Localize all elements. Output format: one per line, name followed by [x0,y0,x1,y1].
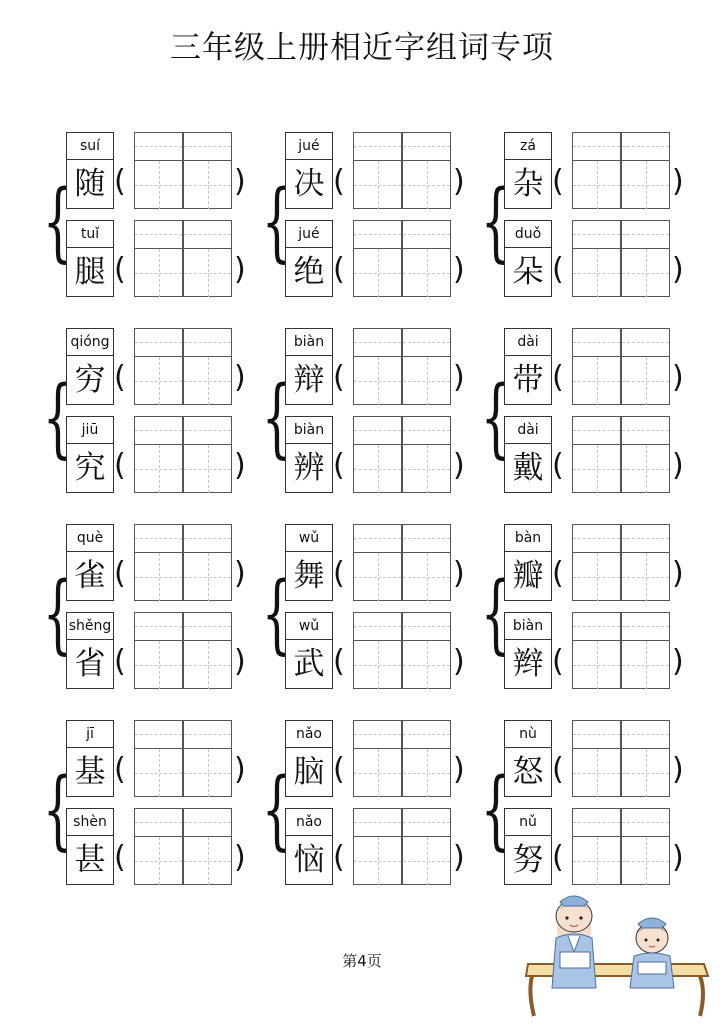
open-paren: ( [114,164,126,199]
cell-guide-line [622,538,669,539]
hanzi-character: 辩 [285,355,333,405]
cell-guide-line [622,430,669,431]
cell-guide-line [159,161,160,209]
pinyin-label: dài [504,328,552,356]
hanzi-character: 恼 [285,835,333,885]
cell-guide-line [378,445,379,493]
close-paren: ) [453,752,465,787]
close-paren: ) [672,840,684,875]
cell-guide-line [646,445,647,493]
cell-guide-line [573,234,620,235]
close-paren: ) [672,252,684,287]
pinyin-label: wǔ [285,524,333,552]
writing-cell[interactable] [402,220,451,297]
close-paren: ) [672,644,684,679]
open-paren: ( [552,252,564,287]
writing-cell[interactable] [134,416,183,493]
cell-guide-line [622,734,669,735]
cell-guide-line [135,342,182,343]
cell-guide-line [135,626,182,627]
cell-guide-line [622,626,669,627]
cell-guide-line [573,626,620,627]
cell-guide-line [427,357,428,405]
open-paren: ( [552,840,564,875]
writing-cell[interactable] [353,220,402,297]
open-paren: ( [552,448,564,483]
hanzi-character: 带 [504,355,552,405]
cell-guide-line [159,249,160,297]
cell-guide-line [622,342,669,343]
cell-guide-line [159,553,160,601]
cell-guide-line [427,161,428,209]
writing-cell[interactable] [621,808,670,885]
cell-guide-line [135,822,182,823]
writing-cell[interactable] [183,524,232,601]
writing-cell[interactable] [402,612,451,689]
writing-cell[interactable] [621,220,670,297]
close-paren: ) [672,752,684,787]
cell-guide-line [573,342,620,343]
cell-guide-line [378,357,379,405]
cell-guide-line [354,234,401,235]
writing-cell[interactable] [621,524,670,601]
hanzi-character: 瓣 [504,551,552,601]
group-brace: { [480,760,511,860]
word-item [504,416,724,496]
writing-cell[interactable] [353,808,402,885]
close-paren: ) [453,252,465,287]
cell-guide-line [354,734,401,735]
close-paren: ) [672,448,684,483]
hanzi-character: 杂 [504,159,552,209]
cell-guide-line [184,822,231,823]
group-brace: { [42,564,73,664]
writing-cell[interactable] [572,132,621,209]
open-paren: ( [333,164,345,199]
close-paren: ) [453,840,465,875]
writing-cell[interactable] [402,328,451,405]
cell-guide-line [378,837,379,885]
hanzi-character: 辨 [285,443,333,493]
writing-cell[interactable] [572,808,621,885]
close-paren: ) [453,164,465,199]
writing-cell[interactable] [134,328,183,405]
open-paren: ( [114,840,126,875]
writing-cell[interactable] [402,808,451,885]
cell-guide-line [646,749,647,797]
cell-guide-line [208,553,209,601]
cell-guide-line [135,734,182,735]
open-paren: ( [552,556,564,591]
cell-guide-line [597,161,598,209]
hanzi-character: 辫 [504,639,552,689]
open-paren: ( [333,840,345,875]
word-group [480,132,724,312]
cell-guide-line [354,538,401,539]
cell-guide-line [622,822,669,823]
pinyin-label: tuǐ [66,220,114,248]
writing-cell[interactable] [621,416,670,493]
pinyin-label: bàn [504,524,552,552]
writing-cell[interactable] [183,612,232,689]
hanzi-character: 朵 [504,247,552,297]
cell-guide-line [403,146,450,147]
hanzi-character: 武 [285,639,333,689]
cell-guide-line [378,249,379,297]
word-item [504,524,724,604]
open-paren: ( [333,360,345,395]
group-brace: { [42,368,73,468]
close-paren: ) [234,644,246,679]
group-brace: { [480,172,511,272]
cell-guide-line [135,538,182,539]
close-paren: ) [234,252,246,287]
word-item [504,720,724,800]
cell-guide-line [573,734,620,735]
cell-guide-line [427,445,428,493]
cell-guide-line [208,641,209,689]
word-group [480,720,724,900]
writing-cell[interactable] [353,416,402,493]
cell-guide-line [208,445,209,493]
hanzi-character: 绝 [285,247,333,297]
cell-guide-line [573,822,620,823]
cell-guide-line [378,641,379,689]
hanzi-character: 随 [66,159,114,209]
writing-cell[interactable] [353,612,402,689]
open-paren: ( [333,252,345,287]
cell-guide-line [378,553,379,601]
cell-guide-line [427,553,428,601]
close-paren: ) [453,360,465,395]
cell-guide-line [403,234,450,235]
close-paren: ) [453,556,465,591]
cell-guide-line [597,553,598,601]
pinyin-label: nǔ [504,808,552,836]
open-paren: ( [552,360,564,395]
group-brace: { [480,564,511,664]
cell-guide-line [646,641,647,689]
close-paren: ) [234,556,246,591]
writing-cell[interactable] [572,220,621,297]
pinyin-label: nù [504,720,552,748]
writing-cell[interactable] [183,132,232,209]
open-paren: ( [114,448,126,483]
close-paren: ) [672,164,684,199]
cell-guide-line [646,553,647,601]
close-paren: ) [234,752,246,787]
cell-guide-line [597,641,598,689]
cell-guide-line [208,357,209,405]
close-paren: ) [234,360,246,395]
close-paren: ) [672,556,684,591]
hanzi-character: 戴 [504,443,552,493]
word-item [504,328,724,408]
cell-guide-line [646,161,647,209]
close-paren: ) [453,448,465,483]
writing-cell[interactable] [134,808,183,885]
pinyin-label: zá [504,132,552,160]
close-paren: ) [234,164,246,199]
cell-guide-line [159,445,160,493]
writing-cell[interactable] [572,612,621,689]
writing-cell[interactable] [134,524,183,601]
writing-cell[interactable] [402,524,451,601]
cell-guide-line [159,357,160,405]
cell-guide-line [403,430,450,431]
cell-guide-line [184,146,231,147]
close-paren: ) [234,448,246,483]
word-item [504,612,724,692]
cell-guide-line [354,430,401,431]
open-paren: ( [114,360,126,395]
group-brace: { [480,368,511,468]
close-paren: ) [234,840,246,875]
writing-cell[interactable] [183,328,232,405]
writing-cell[interactable] [572,524,621,601]
cell-guide-line [597,749,598,797]
word-group [480,524,724,704]
open-paren: ( [552,164,564,199]
pinyin-label: nǎo [285,720,333,748]
cell-guide-line [646,837,647,885]
pinyin-label: suí [66,132,114,160]
cell-guide-line [646,249,647,297]
group-brace: { [261,172,292,272]
group-brace: { [261,368,292,468]
cell-guide-line [208,249,209,297]
writing-cell[interactable] [402,416,451,493]
writing-cell[interactable] [183,220,232,297]
hanzi-character: 基 [66,747,114,797]
writing-cell[interactable] [353,524,402,601]
cell-guide-line [573,146,620,147]
cell-guide-line [378,749,379,797]
group-brace: { [42,172,73,272]
cell-guide-line [427,749,428,797]
cell-guide-line [208,161,209,209]
pinyin-label: biàn [504,612,552,640]
word-item [504,220,724,300]
pinyin-label: nǎo [285,808,333,836]
writing-cell[interactable] [353,720,402,797]
cell-guide-line [135,430,182,431]
cell-guide-line [427,641,428,689]
cell-guide-line [184,538,231,539]
cell-guide-line [159,837,160,885]
cell-guide-line [403,626,450,627]
open-paren: ( [333,556,345,591]
cell-guide-line [403,822,450,823]
writing-cell[interactable] [621,720,670,797]
writing-cell[interactable] [134,220,183,297]
writing-cell[interactable] [134,612,183,689]
cell-guide-line [208,749,209,797]
cell-guide-line [184,342,231,343]
pinyin-label: shèn [66,808,114,836]
open-paren: ( [333,448,345,483]
word-item [504,132,724,212]
pinyin-label: jué [285,132,333,160]
pinyin-label: wǔ [285,612,333,640]
pinyin-label: jué [285,220,333,248]
close-paren: ) [453,644,465,679]
hanzi-character: 腿 [66,247,114,297]
pinyin-label: qióng [66,328,114,356]
group-brace: { [261,564,292,664]
open-paren: ( [114,752,126,787]
cell-guide-line [403,538,450,539]
hanzi-character: 甚 [66,835,114,885]
hanzi-character: 脑 [285,747,333,797]
cell-guide-line [646,357,647,405]
cell-guide-line [427,249,428,297]
open-paren: ( [114,644,126,679]
cell-guide-line [597,249,598,297]
cell-guide-line [354,822,401,823]
cell-guide-line [135,234,182,235]
pinyin-label: què [66,524,114,552]
cell-guide-line [597,837,598,885]
writing-cell[interactable] [134,132,183,209]
open-paren: ( [333,752,345,787]
writing-cell[interactable] [572,328,621,405]
cell-guide-line [208,837,209,885]
cell-guide-line [622,146,669,147]
word-item [504,808,724,888]
pinyin-label: jī [66,720,114,748]
hanzi-character: 省 [66,639,114,689]
cell-guide-line [184,626,231,627]
hanzi-character: 舞 [285,551,333,601]
hanzi-character: 决 [285,159,333,209]
open-paren: ( [552,752,564,787]
cell-guide-line [354,146,401,147]
writing-cell[interactable] [572,416,621,493]
page-number: 第4页 [342,952,382,970]
cell-guide-line [378,161,379,209]
cell-guide-line [135,146,182,147]
group-brace: { [42,760,73,860]
writing-cell[interactable] [621,132,670,209]
pinyin-label: duǒ [504,220,552,248]
cell-guide-line [184,234,231,235]
cell-guide-line [573,430,620,431]
writing-cell[interactable] [402,132,451,209]
pinyin-label: jiū [66,416,114,444]
hanzi-character: 努 [504,835,552,885]
page-title: 三年级上册相近字组词专项 [170,30,554,66]
pinyin-label: shěng [66,612,114,640]
writing-cell[interactable] [402,720,451,797]
open-paren: ( [114,556,126,591]
cell-guide-line [354,342,401,343]
cell-guide-line [573,538,620,539]
cell-guide-line [184,734,231,735]
word-group [480,328,724,508]
cell-guide-line [184,430,231,431]
hanzi-character: 雀 [66,551,114,601]
writing-cell[interactable] [353,328,402,405]
cell-guide-line [597,445,598,493]
hanzi-character: 怒 [504,747,552,797]
writing-cell[interactable] [134,720,183,797]
writing-cell[interactable] [621,612,670,689]
writing-cell[interactable] [621,328,670,405]
cell-guide-line [427,837,428,885]
cell-guide-line [622,234,669,235]
writing-cell[interactable] [183,720,232,797]
writing-cell[interactable] [183,808,232,885]
open-paren: ( [333,644,345,679]
cell-guide-line [403,734,450,735]
writing-cell[interactable] [572,720,621,797]
writing-cell[interactable] [353,132,402,209]
cell-guide-line [354,626,401,627]
pinyin-label: biàn [285,416,333,444]
group-brace: { [261,760,292,860]
open-paren: ( [114,252,126,287]
hanzi-character: 究 [66,443,114,493]
pinyin-label: dài [504,416,552,444]
open-paren: ( [552,644,564,679]
pinyin-label: biàn [285,328,333,356]
writing-cell[interactable] [183,416,232,493]
students-reading-illustration [524,892,710,1022]
cell-guide-line [403,342,450,343]
close-paren: ) [672,360,684,395]
hanzi-character: 穷 [66,355,114,405]
cell-guide-line [159,641,160,689]
cell-guide-line [159,749,160,797]
cell-guide-line [597,357,598,405]
